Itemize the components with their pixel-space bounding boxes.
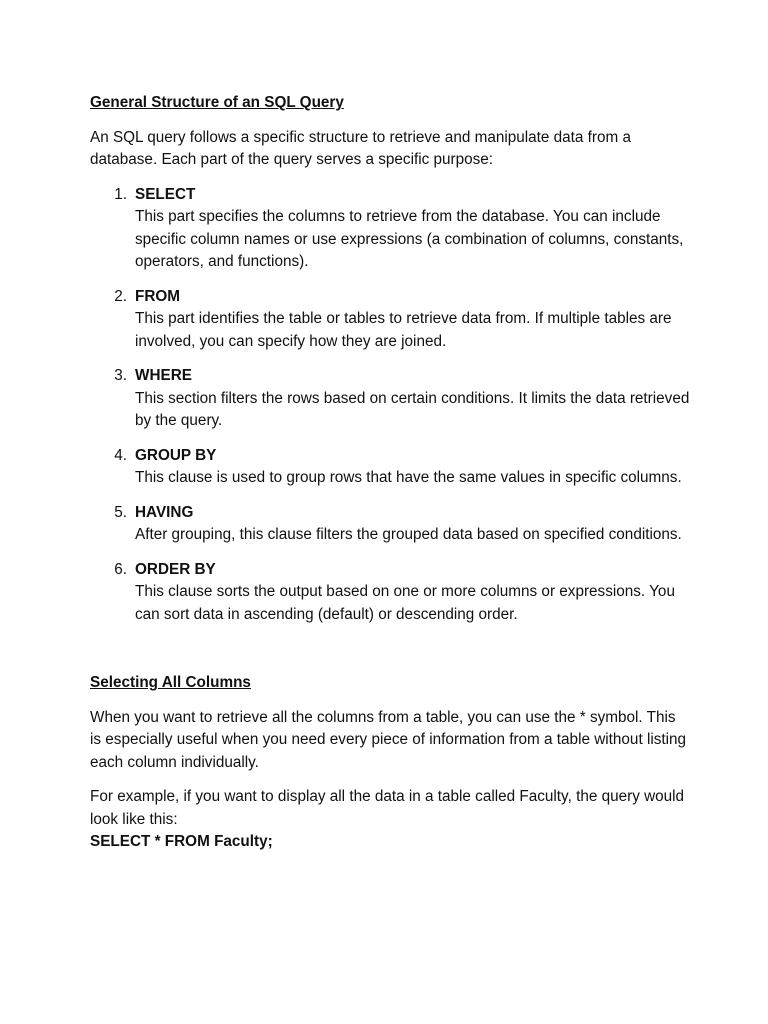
list-item-order-by bbox=[90, 559, 690, 627]
clause-description: This section filters the rows based on certain conditions. It limits the data retrieved by the query. bbox=[135, 389, 690, 429]
list-item-where bbox=[90, 365, 690, 433]
list-number: 5. bbox=[114, 503, 127, 521]
clause-term: ORDER BY bbox=[135, 560, 216, 578]
example-text: For example, if you want to display all the data in a table called Faculty, the query would look like this: bbox=[90, 788, 685, 828]
clause-term: HAVING bbox=[135, 503, 194, 521]
clause-term: FROM bbox=[135, 287, 181, 305]
list-item-group-by bbox=[90, 445, 690, 490]
clause-description: This part identifies the table or tables to retrieve data from. If multiple tables are involved, you can specify how they are joined. bbox=[135, 310, 672, 350]
query-parts-list bbox=[90, 184, 690, 627]
list-item-having bbox=[90, 502, 690, 547]
list-item-select bbox=[90, 184, 690, 274]
example-paragraph bbox=[90, 786, 690, 854]
clause-description: This clause sorts the output based on one or more columns or expressions. You can sort data in ascending (default) or descending order. bbox=[135, 583, 675, 623]
intro-paragraph: An SQL query follows a specific structure to retrieve and manipulate data from a database. Each part of the query serves a specific purpose: bbox=[90, 128, 632, 168]
list-item-from bbox=[90, 286, 690, 354]
selecting-all-paragraph: When you want to retrieve all the columns from a table, you can use the * symbol. This is especially useful when you need every piece of information from a table without listing each column individually. bbox=[90, 708, 687, 771]
clause-description: This clause is used to group rows that have the same values in specific columns. bbox=[135, 469, 682, 486]
document-page bbox=[90, 92, 690, 854]
section-heading-selecting-all-columns: Selecting All Columns bbox=[90, 674, 251, 691]
list-number: 4. bbox=[114, 446, 127, 464]
list-number: 2. bbox=[114, 287, 127, 305]
list-number: 3. bbox=[114, 367, 127, 384]
clause-description: This part specifies the columns to retrieve from the database. You can include specific column names or use expressions (a combination of columns, constants, operators, and functions). bbox=[135, 208, 684, 270]
clause-term: SELECT bbox=[135, 185, 196, 203]
section-heading-general-structure: General Structure of an SQL Query bbox=[90, 94, 344, 111]
list-number: 1. bbox=[114, 185, 127, 203]
sql-code-example: SELECT * FROM Faculty; bbox=[90, 833, 273, 850]
list-number: 6. bbox=[114, 560, 127, 578]
clause-term: WHERE bbox=[135, 367, 192, 384]
clause-description: After grouping, this clause filters the grouped data based on specified conditions. bbox=[135, 526, 682, 543]
clause-term: GROUP BY bbox=[135, 446, 217, 464]
